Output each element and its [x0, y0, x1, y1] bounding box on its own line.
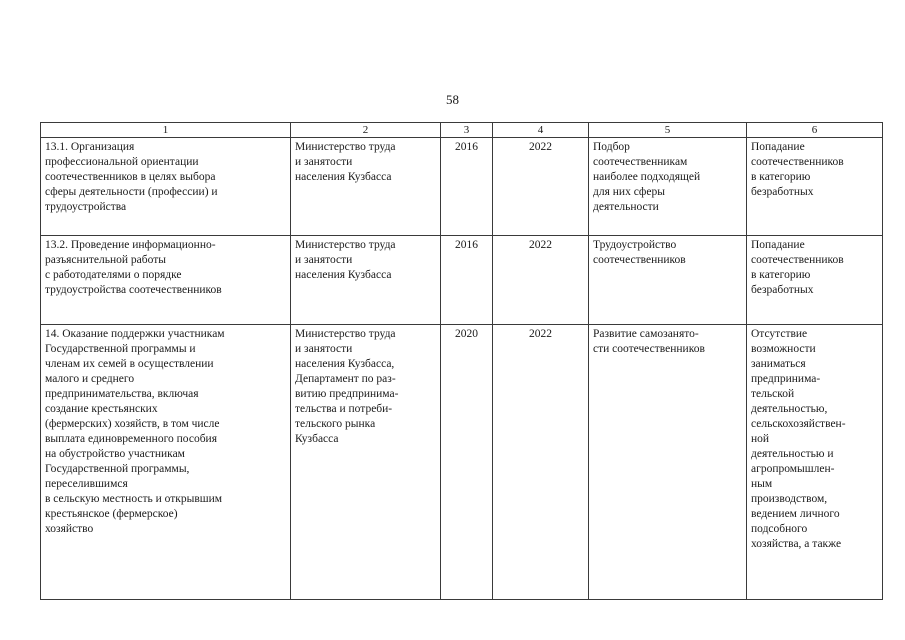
result-line: для них сферы: [593, 186, 665, 198]
measure-line: на обустройство участникам: [45, 448, 185, 460]
executor-cell: [291, 138, 441, 236]
result-line: Подбор: [593, 141, 630, 153]
measure-line: создание крестьянских: [45, 403, 158, 415]
measure-line: разъяснительной работы: [45, 254, 166, 266]
result-cell: [589, 325, 747, 600]
executor-line: Министерство труда: [295, 141, 396, 153]
executor-line: и занятости: [295, 343, 353, 355]
column-header-5: 5: [589, 123, 747, 138]
measure-line: крестьянское (фермерское): [45, 508, 178, 520]
measure-line: членам их семей в осуществлении: [45, 358, 214, 370]
result-line: деятельности: [593, 201, 659, 213]
risk-line: Попадание: [751, 239, 805, 251]
measure-line: переселившимся: [45, 478, 128, 490]
risk-cell: [747, 325, 883, 600]
measure-line: сферы деятельности (профессии) и: [45, 186, 218, 198]
measure-line: трудоустройства соотечественников: [45, 284, 222, 296]
executor-cell: [291, 236, 441, 325]
measure-cell: [41, 138, 291, 236]
page-number: 58: [446, 92, 459, 107]
risk-line: Отсутствие: [751, 328, 808, 340]
risk-line: соотечественников: [751, 254, 844, 266]
risk-line: ным: [751, 478, 773, 490]
column-header-2: 2: [291, 123, 441, 138]
measure-line: трудоустройства: [45, 201, 127, 213]
start-year-cell: 2016: [441, 138, 493, 236]
risk-line: заниматься: [751, 358, 806, 370]
start-year-cell: 2020: [441, 325, 493, 600]
column-header-1: 1: [41, 123, 291, 138]
risk-line: Попадание: [751, 141, 805, 153]
risk-line: соотечественников: [751, 156, 844, 168]
risk-line: производством,: [751, 493, 828, 505]
measure-line: с работодателями о порядке: [45, 269, 182, 281]
risk-line: возможности: [751, 343, 816, 355]
risk-line: тельской: [751, 388, 795, 400]
column-header-6: 6: [747, 123, 883, 138]
risk-line: подсобного: [751, 523, 808, 535]
executor-line: тельства и потреби-: [295, 403, 393, 415]
measure-line: профессиональной ориентации: [45, 156, 199, 168]
end-year-cell: 2022: [493, 325, 589, 600]
risk-line: ной: [751, 433, 770, 445]
measure-cell: [41, 236, 291, 325]
executor-line: и занятости: [295, 156, 353, 168]
risk-line: деятельностью,: [751, 403, 828, 415]
risk-line: деятельностью и: [751, 448, 834, 460]
start-year-cell: 2016: [441, 236, 493, 325]
executor-line: Кузбасса: [295, 433, 339, 445]
risk-line: безработных: [751, 186, 814, 198]
end-year-cell: 2022: [493, 236, 589, 325]
result-line: соотечественников: [593, 254, 686, 266]
measure-line: выплата единовременного пособия: [45, 433, 217, 445]
table-row: [41, 236, 883, 325]
executor-line: и занятости: [295, 254, 353, 266]
measure-line: Государственной программы,: [45, 463, 190, 475]
risk-line: предпринима-: [751, 373, 821, 385]
risk-cell: [747, 236, 883, 325]
executor-line: населения Кузбасса: [295, 269, 392, 281]
measure-line: малого и среднего: [45, 373, 135, 385]
result-line: наиболее подходящей: [593, 171, 701, 183]
risk-cell: [747, 138, 883, 236]
executor-line: витию предпринима-: [295, 388, 399, 400]
result-line: Трудоустройство: [593, 239, 677, 251]
executor-line: Департамент по раз-: [295, 373, 396, 385]
table-row: [41, 138, 883, 236]
executor-line: тельского рынка: [295, 418, 376, 430]
result-line: сти соотечественников: [593, 343, 705, 355]
measure-line: 13.1. Организация: [45, 141, 135, 153]
risk-line: сельскохозяйствен-: [751, 418, 846, 430]
column-header-3: 3: [441, 123, 493, 138]
measure-line: Государственной программы и: [45, 343, 196, 355]
table-header-row: [41, 123, 883, 138]
risk-line: ведением личного: [751, 508, 840, 520]
measure-cell: [41, 325, 291, 600]
risk-line: хозяйства, а также: [751, 538, 842, 550]
executor-line: Министерство труда: [295, 239, 396, 251]
measure-line: (фермерских) хозяйств, в том числе: [45, 418, 220, 430]
measure-line: предпринимательства, включая: [45, 388, 199, 400]
risk-line: безработных: [751, 284, 814, 296]
result-line: соотечественникам: [593, 156, 688, 168]
column-header-4: 4: [493, 123, 589, 138]
executor-cell: [291, 325, 441, 600]
table-row: [41, 325, 883, 600]
measure-line: соотечественников в целях выбора: [45, 171, 216, 183]
end-year-cell: 2022: [493, 138, 589, 236]
executor-line: населения Кузбасса,: [295, 358, 395, 370]
result-line: Развитие самозанято-: [593, 328, 699, 340]
risk-line: агропромышлен-: [751, 463, 835, 475]
measure-line: в сельскую местность и открывшим: [45, 493, 223, 505]
measures-table: [40, 122, 883, 600]
executor-line: Министерство труда: [295, 328, 396, 340]
measure-line: 14. Оказание поддержки участникам: [45, 328, 225, 340]
result-cell: [589, 236, 747, 325]
measure-line: 13.2. Проведение информационно-: [45, 239, 216, 251]
executor-line: населения Кузбасса: [295, 171, 392, 183]
measure-line: хозяйство: [45, 523, 94, 535]
risk-line: в категорию: [751, 171, 811, 183]
result-cell: [589, 138, 747, 236]
risk-line: в категорию: [751, 269, 811, 281]
